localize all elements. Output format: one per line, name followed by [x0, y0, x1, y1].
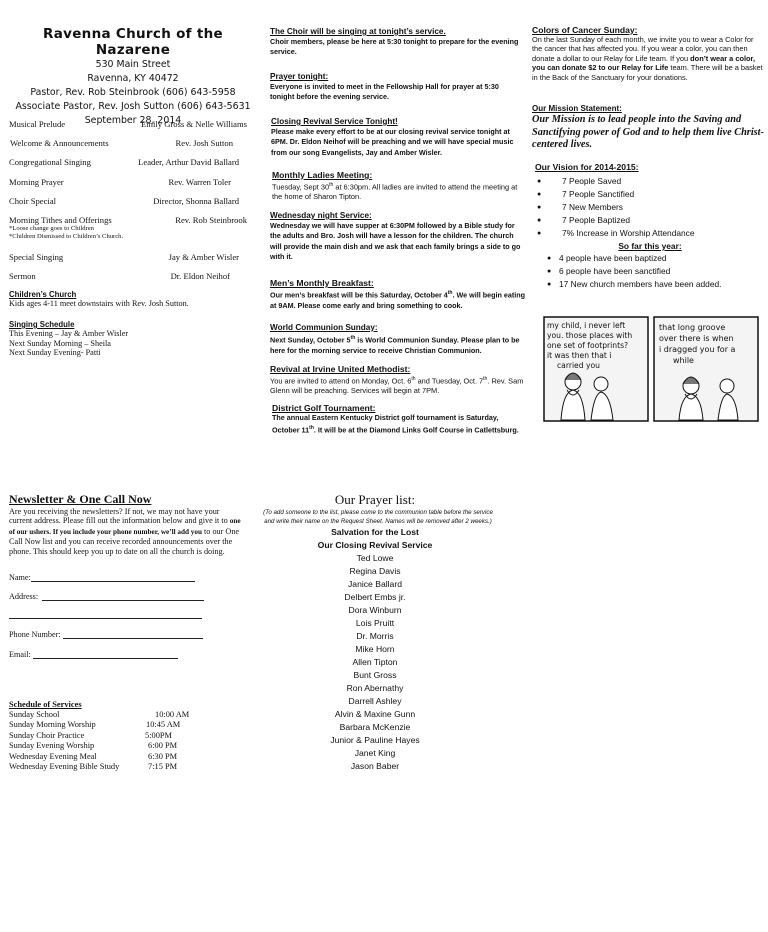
church-name: Ravenna Church of the Nazarene	[43, 26, 223, 58]
choir-heading: The Choir will be singing at tonight’s service.	[270, 27, 446, 36]
prayer-heading: Our Prayer list:	[334, 492, 416, 507]
children-dismissed-note: *Children Dismissed to Children’s Church.	[9, 233, 124, 240]
choir-text: Choir members, please be here at 5:30 tonight to prepare for the evening service.	[270, 37, 519, 57]
vision-item: ● 7 People Saved	[535, 175, 765, 188]
email-field[interactable]	[9, 650, 178, 659]
ladies-meeting	[272, 170, 526, 202]
program-leader: Emily Gross & Nelle Williams	[141, 119, 247, 129]
irvine-revival	[270, 364, 526, 396]
newsletter-section	[9, 492, 259, 556]
church-header	[8, 26, 258, 128]
prayer-name: Janice Ballard	[348, 579, 402, 589]
prayer-name: Jason Baber	[350, 761, 400, 771]
svg-text:carried you: carried you	[557, 361, 600, 370]
program-leader: Rev. Warren Toler	[168, 177, 231, 187]
associate-pastor-line: Associate Pastor, Rev. Josh Sutton (606) 643-5631	[15, 101, 251, 112]
svg-text:you. those places with: you. those places with	[547, 331, 633, 340]
service-row: Sunday Morning Worship 10:45 AM	[9, 720, 181, 730]
program-leader: Director, Shonna Ballard	[153, 196, 239, 206]
address-line-2: Ravenna, KY 40472	[87, 73, 179, 84]
program-item: Musical Prelude	[9, 119, 66, 129]
prayer-name: Junior & Pauline Hayes	[330, 735, 420, 745]
wednesday-service	[270, 211, 526, 263]
so-far-item: ● 17 New church members have been added.	[543, 278, 765, 291]
program-item: Sermon	[9, 271, 36, 281]
prayer-name: Bunt Gross	[353, 670, 397, 680]
program-item: Morning Prayer	[9, 177, 64, 187]
colors-of-cancer	[532, 25, 764, 82]
cancer-text: On the last Sunday of each month, we invite you to wear a Color for the cancer that has affected you. If you wear a color, you can then donate a dollar to our Relay for Life team. If you don’t wear a color, you can donate $2 to our Relay for Life team. There will be a basket in the Back of the Sanctuary for your donations.	[532, 35, 763, 82]
so-far-item: ● 6 people have been sanctified	[543, 265, 765, 278]
prayer-name: Regina Davis	[349, 566, 401, 576]
so-far-item: ● 4 people have been baptized	[543, 252, 765, 265]
program-leader: Dr. Eldon Neihof	[170, 271, 230, 281]
childrens-church	[9, 290, 254, 309]
newsletter-form	[9, 573, 259, 673]
vision-item: ● 7 People Baptized	[535, 214, 765, 227]
prayer-name: Janet King	[354, 748, 396, 758]
irvine-revival-heading: Revival at Irvine United Methodist:	[270, 364, 411, 374]
program-item: Morning Tithes and Offerings	[9, 215, 112, 225]
program-leader: Jay & Amber Wisler	[168, 252, 239, 262]
prayer-tonight-text: Everyone is invited to meet in the Fellowship Hall for prayer at 5:30 tonight before the evening service.	[270, 82, 499, 102]
world-communion	[270, 323, 526, 356]
so-far-list	[543, 252, 765, 291]
program-item: Welcome & Announcements	[10, 138, 109, 148]
revival-announcement	[271, 117, 525, 158]
loose-change-note: *Loose change goes to Children	[9, 225, 94, 232]
service-row: Wednesday Evening Bible Study 7:15 PM	[9, 761, 178, 771]
address-field-2[interactable]	[9, 610, 202, 619]
footprints-comic	[543, 316, 759, 422]
prayer-name: Barbara McKenzie	[339, 722, 411, 732]
service-row: Sunday Evening Worship 6:00 PM	[9, 741, 178, 751]
singing-schedule-line: Next Sunday Morning – Sheila	[9, 338, 111, 348]
program-item: Congregational Singing	[9, 157, 91, 167]
prayer-name: Allen Tipton	[352, 657, 398, 667]
svg-text:over there is when: over there is when	[659, 334, 734, 343]
childrens-church-text: Kids ages 4-11 meet downstairs with Rev. Josh Sutton.	[9, 299, 189, 308]
vision-item: ● 7 New Members	[535, 201, 765, 214]
vision-item: ● 7% Increase in Worship Attendance	[535, 227, 765, 240]
world-communion-heading: World Communion Sunday:	[270, 323, 378, 332]
revival-text: Please make every effort to be at our closing revival service tonight at 6PM. Dr. Eldon Neihof will be preaching and we will have special music from our song Evangelists, Jay and Amber Wisler.	[271, 127, 514, 157]
name-line[interactable]	[31, 581, 195, 582]
program-item: Choir Special	[9, 196, 57, 206]
prayer-name: Lois Pruitt	[355, 618, 395, 628]
mission-heading: Our Mission Statement:	[532, 104, 622, 113]
prayer-name: Alvin & Maxine Gunn	[334, 709, 416, 719]
mission-statement	[532, 104, 764, 152]
phone-field[interactable]	[9, 630, 203, 639]
golf-heading: District Golf Tournament:	[272, 403, 376, 413]
wednesday-text: Wednesday we will have supper at 6:30PM followed by a Bible study for the adults and Bro. Josh will have a lesson for the children. The church will provide the main dish and we ask that each family brings a side to go with it.	[270, 221, 521, 262]
address-line-2[interactable]	[9, 618, 202, 619]
prayer-name: Dora Winburn	[348, 605, 402, 615]
bulletin-date: September 28, 2014	[84, 115, 182, 126]
singing-schedule	[9, 320, 254, 358]
prayer-name: Dr. Morris	[356, 631, 394, 641]
services-heading: Schedule of Services	[9, 700, 82, 709]
pastor-line: Pastor, Rev. Rob Steinbrook (606) 643-5958	[30, 87, 236, 98]
newsletter-heading: Newsletter & One Call Now	[9, 492, 152, 506]
world-communion-text: Next Sunday, October 5th is World Communion Sunday. Please plan to be here for the morning service to receive Christian Communion.	[270, 335, 520, 355]
prayer-tonight	[270, 72, 524, 103]
service-row: Wednesday Evening Meal 6:30 PM	[9, 751, 178, 761]
singing-schedule-line: Next Sunday Evening- Patti	[9, 348, 101, 358]
svg-text:i dragged you for a: i dragged you for a	[659, 345, 736, 354]
prayer-bold-item: Salvation for the Lost	[331, 527, 419, 537]
prayer-bold-item: Our Closing Revival Service	[317, 540, 433, 550]
schedule-of-services	[9, 700, 219, 772]
program-item: Special Singing	[9, 252, 64, 262]
program-leader: Leader, Arthur David Ballard	[138, 157, 239, 167]
choir-announcement	[270, 27, 524, 58]
prayer-name: Ron Abernathy	[346, 683, 404, 693]
mens-breakfast-heading: Men’s Monthly Breakfast:	[270, 278, 374, 288]
ladies-meeting-heading: Monthly Ladies Meeting:	[272, 170, 373, 180]
email-label: Email:	[9, 650, 31, 659]
singing-schedule-line: This Evening – Jay & Amber Wisler	[9, 329, 129, 338]
irvine-revival-text: You are invited to attend on Monday, Oct. 6th and Tuesday, Oct. 7th. Rev. Sam Glenn will be preaching. Services will begin at 7PM.	[270, 376, 524, 396]
vision-heading: Our Vision for 2014-2015:	[535, 162, 639, 172]
vision-item: ● 7 People Sanctified	[535, 188, 765, 201]
svg-text:my child, i never left: my child, i never left	[547, 321, 626, 330]
email-line[interactable]	[33, 658, 178, 659]
vision-section	[535, 162, 765, 291]
prayer-name: Ted Lowe	[356, 553, 394, 563]
name-field[interactable]	[9, 573, 195, 582]
vision-list	[535, 175, 765, 240]
phone-label: Phone Number:	[9, 630, 61, 639]
service-row: Sunday Choir Practice 5:00PM	[9, 730, 172, 740]
address-line[interactable]	[42, 600, 204, 601]
golf-text: The annual Eastern Kentucky District golf tournament is Saturday, October 11th. It will be at the Diamond Links Golf Course in Catlettsburg.	[272, 413, 519, 435]
revival-heading: Closing Revival Service Tonight!	[271, 117, 398, 126]
address-field[interactable]	[9, 592, 204, 601]
prayer-name: Darrell Ashley	[348, 696, 402, 706]
address-line-1: 530 Main Street	[95, 59, 171, 70]
name-label: Name:	[9, 573, 31, 582]
so-far-heading: So far this year:	[618, 241, 682, 251]
prayer-name: Mike Horn	[355, 644, 395, 654]
service-row: Sunday School 10:00 AM	[9, 710, 190, 719]
newsletter-text: Are you receiving the newsletters? If not, we may not have your current address. Please fill out the information below and give it to one of our ushers. If you include your phone number, we’ll add you to our One Call Now list and you can receive recorded announcements over the phone. This should keep you up to date on all the church is doing.	[9, 507, 241, 556]
prayer-name: Delbert Embs jr.	[344, 592, 406, 602]
address-label: Address:	[9, 592, 39, 601]
svg-text:while: while	[673, 356, 694, 365]
program-leader: Rev. Rob Steinbrook	[175, 215, 247, 225]
svg-text:that long groove: that long groove	[659, 323, 726, 332]
ladies-meeting-text: Tuesday, Sept 30th at 6:30pm. All ladies are invited to attend the meeting at the home of Sharon Tipton.	[272, 182, 518, 202]
prayer-note: (To add someone to the list, please come to the communion table before the service and write their name on the Request Sheet. Names will be removed after 2 weeks.)	[263, 509, 493, 525]
mission-text: Our Mission is to lead people into the Saving and Sanctifying power of God and to help them live Christ-centered lives.	[532, 114, 764, 150]
program-leader: Rev. Josh Sutton	[175, 138, 233, 148]
singing-schedule-heading: Singing Schedule	[9, 320, 75, 329]
cancer-heading: Colors of Cancer Sunday:	[532, 25, 638, 35]
wednesday-heading: Wednesday night Service:	[270, 211, 372, 220]
comic-image	[543, 316, 759, 422]
prayer-list	[250, 492, 500, 773]
mens-breakfast	[270, 278, 526, 311]
prayer-tonight-heading: Prayer tonight:	[270, 72, 329, 81]
svg-text:one set of footprints?: one set of footprints?	[547, 341, 629, 350]
mens-breakfast-text: Our men’s breakfast will be this Saturday, October 4th. We will begin eating at 9AM. Please come early and bring something to cook.	[270, 290, 526, 310]
childrens-church-heading: Children’s Church	[9, 290, 77, 299]
golf-tournament	[272, 403, 524, 436]
svg-text:it was then that i: it was then that i	[547, 351, 612, 360]
phone-line[interactable]	[63, 638, 203, 639]
